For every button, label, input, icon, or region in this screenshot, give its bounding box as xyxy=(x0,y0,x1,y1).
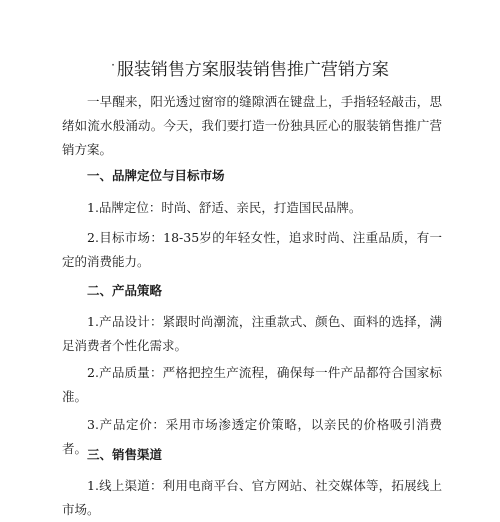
paragraph-product-design: 1.产品设计：紧跟时尚潮流，注重款式、颜色、面料的选择，满足消费者个性化需求。 xyxy=(62,314,442,353)
paragraph-product-pricing: 3.产品定价：采用市场渗透定价策略，以亲民的价格吸引消费者。 xyxy=(62,417,442,456)
paragraph-target-market: 2.目标市场：18-35岁的年轻女性，追求时尚、注重品质，有一定的消费能力。 xyxy=(62,230,442,269)
intro-paragraph: 一早醒来，阳光透过窗帘的缝隙洒在键盘上，手指轻轻敲击，思绪如流水般涌动。今天，我们要打造一份独具匠心的服装销售推广营销方案。 xyxy=(62,94,442,157)
title-mark: · xyxy=(111,58,115,72)
paragraph-product-quality: 2.产品质量：严格把控生产流程，确保每一件产品都符合国家标准。 xyxy=(62,365,442,404)
section-heading-channels: 三、销售渠道 xyxy=(87,447,163,462)
document-title xyxy=(0,58,500,83)
title-text: 服装销售方案服装销售推广营销方案 xyxy=(116,60,389,80)
section-heading-brand: 一、品牌定位与目标市场 xyxy=(87,168,225,183)
section-heading-product: 二、产品策略 xyxy=(87,283,163,298)
paragraph-brand-positioning: 1.品牌定位：时尚、舒适、亲民，打造国民品牌。 xyxy=(87,200,362,215)
paragraph-online-channels: 1.线上渠道：利用电商平台、官方网站、社交媒体等，拓展线上市场。 xyxy=(62,478,442,517)
